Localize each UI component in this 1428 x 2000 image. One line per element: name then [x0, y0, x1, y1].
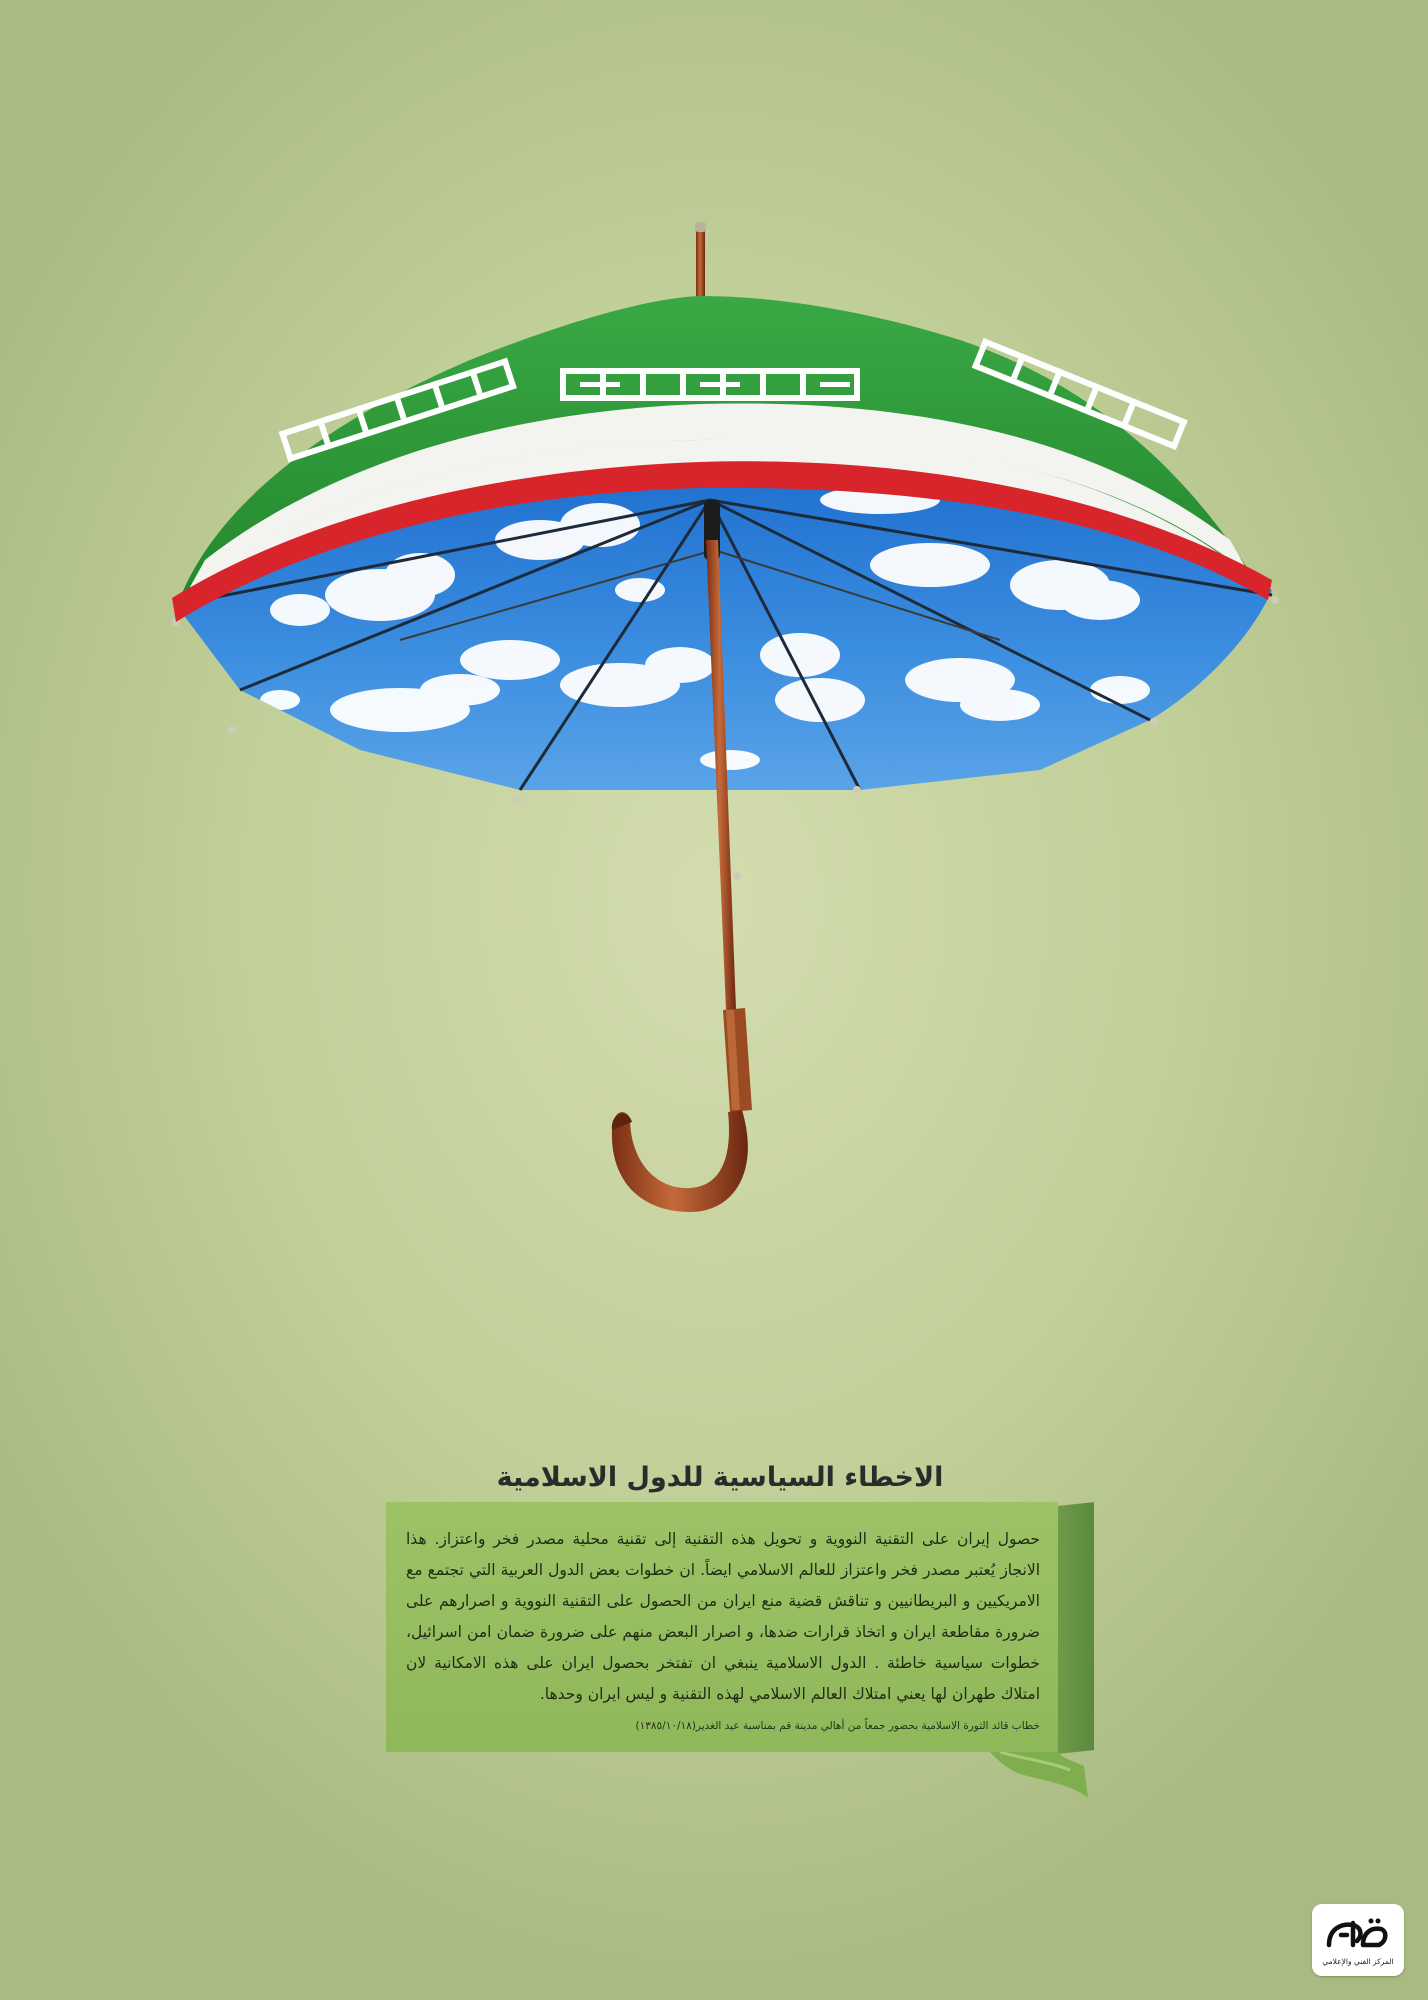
- logo-caption: المركز الفني والإعلامي: [1322, 1956, 1394, 1966]
- quote-card: [386, 1502, 1058, 1752]
- card-side-shadow: [1058, 1502, 1094, 1754]
- quote-source-citation: خطاب قائد الثورة الاسلامية بحضور جمعاً من أهالي مدينة قم بمناسبة عيد الغدير(١٣٨٥/١٠/١٨): [635, 1720, 1040, 1732]
- poster-headline: الاخطاء السیاسية للدول الاسلامية: [496, 1462, 944, 1493]
- logo-mark-icon: [1323, 1915, 1393, 1955]
- publisher-logo: [1312, 1904, 1404, 1976]
- quote-body-text: حصول إيران على التقنية النووية و تحويل هذه التقنية إلى تقنية محلية مصدر فخر واعتزاز. هذا الانجاز يُعتبر مصدر فخر واعتزاز للعالم الاسلامي ايضاً. ان خطوات بعض الدول العربية التي تجتمع مع الامريكيين و البريطانيين و تناقش قضية منع ايران من الحصول على التقنية النووية و اصرارهم على ضرورة مقاطعة ايران و اتخاذ قرارات ضدها، و اصرار البعض منهم على ضرورة ضمان امن اسرائيل، خطوات سياسية خاطئة . الدول الاسلامية ينبغي ان تفتخر بحصول ايران على هذه الامكانية لان امتلاك طهران لها يعني امتلاك العالم الاسلامي لهذه التقنية و ليس ايران وحدها.: [406, 1530, 1040, 1703]
